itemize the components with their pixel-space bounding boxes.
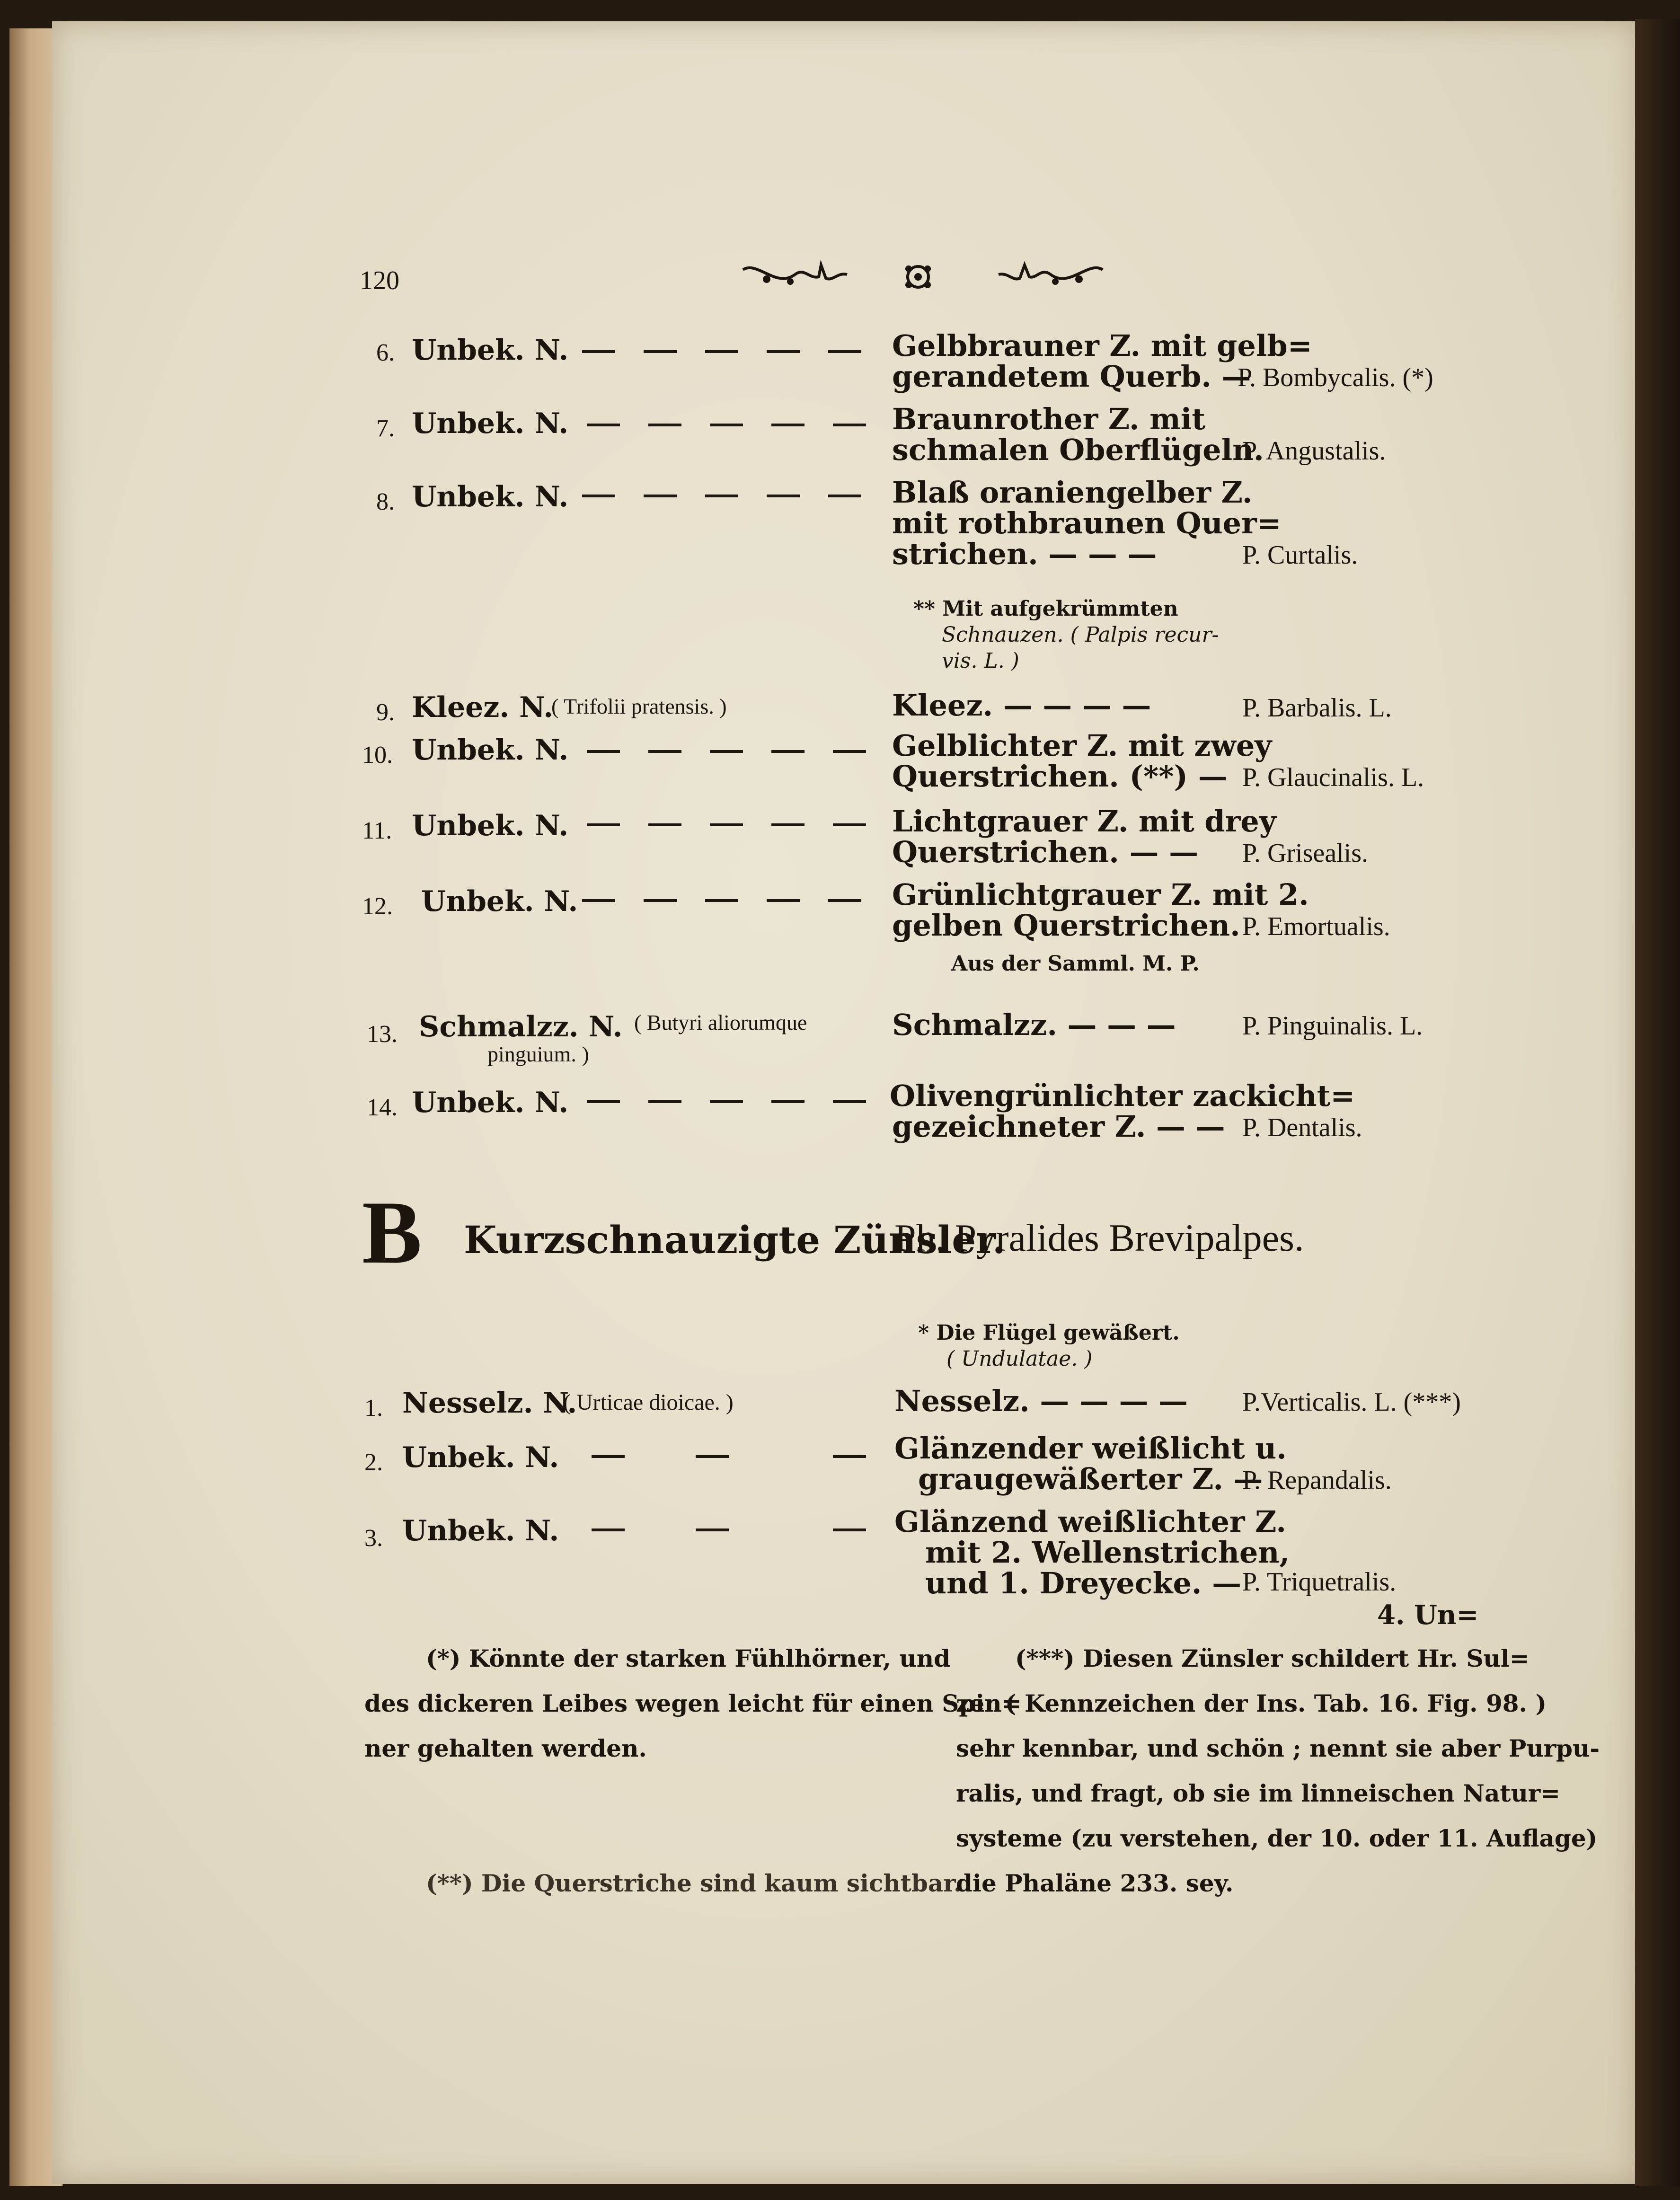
dash	[828, 350, 861, 353]
dash	[648, 1100, 681, 1103]
dash	[710, 750, 743, 753]
row-8-desc-line3: strichen. — — —	[892, 537, 1157, 571]
dash	[828, 495, 861, 497]
row-10-species: P. Glaucinalis. L.	[1242, 763, 1424, 792]
footnote-1-line3: ner gehalten werden.	[364, 1734, 647, 1762]
subheading-undulatae-line1: * Die Flügel gewäßert.	[918, 1321, 1180, 1345]
dash	[582, 495, 615, 497]
row-7-number: 7.	[376, 415, 395, 442]
dash	[582, 899, 615, 902]
row-12-desc-line1: Grünlichtgrauer Z. mit 2.	[892, 877, 1309, 912]
dash	[587, 823, 620, 826]
dash	[644, 350, 677, 353]
footnote-3-line2: zer ( Kennzeichen der Ins. Tab. 16. Fig. 98. )	[956, 1689, 1547, 1717]
section-title-latin: Ph. Pyralides Brevipalpes.	[894, 1216, 1304, 1259]
row-13-species: P. Pinguinalis. L.	[1242, 1011, 1423, 1041]
b-row-3-desc-line1: Glänzend weißlichter Z.	[894, 1504, 1286, 1539]
row-11-desc-line1: Lichtgrauer Z. mit drey	[892, 804, 1276, 839]
dash	[771, 823, 805, 826]
b-row-1-name: Nesselz. N.	[402, 1387, 577, 1420]
b-row-1-number: 1.	[364, 1395, 383, 1422]
dash	[833, 750, 866, 753]
dash	[648, 424, 681, 426]
row-12-source-note: Aus der Samml. M. P.	[951, 952, 1200, 976]
subheading-palpis-line1: ** Mit aufgekrümmten	[913, 597, 1178, 621]
row-13-latin-line1: ( Butyri aliorumque	[634, 1010, 807, 1034]
row-6-name: Unbek. N.	[412, 334, 569, 367]
row-11-species: P. Grisealis.	[1242, 839, 1368, 868]
dash	[833, 823, 866, 826]
row-11-number: 11.	[362, 817, 392, 844]
dash	[648, 750, 681, 753]
b-row-2-name: Unbek. N.	[402, 1441, 559, 1474]
row-9-latin: ( Trifolii pratensis. )	[551, 694, 727, 718]
dash	[710, 823, 743, 826]
row-10-desc-line1: Gelblichter Z. mit zwey	[892, 728, 1272, 763]
ornament-icon	[738, 256, 1107, 298]
footnote-3-line3: sehr kennbar, und schön ; nennt sie aber Purpu-	[956, 1734, 1600, 1762]
footnote-3-line4: ralis, und fragt, ob sie im linneischen Natur=	[956, 1779, 1561, 1807]
dash	[828, 899, 861, 902]
row-6-desc-line1: Gelbbrauner Z. mit gelb=	[892, 328, 1312, 363]
row-10-desc-line2: Querstrichen. (**) —	[892, 759, 1228, 794]
dash	[710, 424, 743, 426]
row-9-name: Kleez. N.	[412, 691, 554, 724]
row-6-number: 6.	[376, 339, 395, 366]
row-7-name: Unbek. N.	[412, 407, 569, 440]
b-row-1-latin: ( Urticae dioicae. )	[563, 1390, 734, 1415]
catchword: 4. Un=	[1377, 1599, 1479, 1631]
row-9-species: P. Barbalis. L.	[1242, 693, 1392, 723]
dash	[644, 899, 677, 902]
row-14-number: 14.	[367, 1094, 398, 1121]
dash	[771, 424, 805, 426]
row-10-number: 10.	[362, 742, 393, 769]
row-13-name: Schmalzz. N.	[419, 1010, 623, 1043]
footnote-3-line1: (***) Diesen Zünsler schildert Hr. Sul=	[1015, 1644, 1530, 1672]
dash	[771, 1100, 805, 1103]
row-8-desc-line2: mit rothbraunen Quer=	[892, 506, 1282, 540]
row-12-name: Unbek. N.	[421, 885, 578, 918]
row-9-number: 9.	[376, 699, 395, 726]
row-13-latin-line2: pinguium. )	[487, 1042, 589, 1066]
row-6-desc-line2: gerandetem Querb. —	[892, 359, 1251, 394]
row-13-desc-line1: Schmalzz. — — —	[892, 1007, 1176, 1042]
dash	[587, 424, 620, 426]
dash	[705, 899, 738, 902]
row-8-name: Unbek. N.	[412, 480, 569, 513]
b-row-3-number: 3.	[364, 1525, 383, 1552]
binding-shadow	[1635, 19, 1680, 2186]
dash	[833, 1529, 866, 1531]
b-row-3-name: Unbek. N.	[402, 1514, 559, 1547]
row-11-name: Unbek. N.	[412, 809, 569, 842]
row-14-species: P. Dentalis.	[1242, 1113, 1362, 1142]
b-row-3-desc-line2: mit 2. Wellenstrichen,	[925, 1535, 1290, 1570]
row-12-number: 12.	[362, 893, 393, 920]
row-9-desc-line1: Kleez. — — — —	[892, 688, 1151, 723]
footnote-3-line6: die Phaläne 233. sey.	[956, 1869, 1234, 1897]
section-title-german: Kurzschnauzigte Zünsler.	[464, 1218, 1006, 1262]
page-number: 120	[360, 266, 399, 295]
b-row-1-species: P.Verticalis. L. (***)	[1242, 1387, 1461, 1417]
dash	[705, 350, 738, 353]
row-12-species: P. Emortualis.	[1242, 912, 1390, 941]
dash	[696, 1455, 729, 1458]
footnote-1-line1: (*) Könnte der starken Fühlhörner, und	[426, 1644, 951, 1672]
dash	[771, 750, 805, 753]
section-letter: B	[362, 1183, 422, 1282]
b-row-2-number: 2.	[364, 1449, 383, 1476]
row-13-number: 13.	[367, 1021, 398, 1048]
b-row-1-desc-line1: Nesselz. — — — —	[894, 1384, 1188, 1418]
row-10-name: Unbek. N.	[412, 733, 569, 767]
dash	[592, 1529, 625, 1531]
dash	[767, 350, 800, 353]
row-12-desc-line2: gelben Querstrichen.	[892, 908, 1240, 943]
dash	[648, 823, 681, 826]
b-row-3-species: P. Triquetralis.	[1242, 1567, 1397, 1597]
dash	[710, 1100, 743, 1103]
row-7-desc-line1: Braunrother Z. mit	[892, 402, 1205, 436]
footnote-2: (**) Die Querstriche sind kaum sichtbar.	[426, 1869, 962, 1897]
row-7-species: P. Angustalis.	[1242, 436, 1386, 466]
row-6-species: P. Bombycalis. (*)	[1238, 363, 1433, 392]
dash	[767, 899, 800, 902]
row-14-desc-line2: gezeichneter Z. — —	[892, 1109, 1225, 1144]
dash	[833, 1455, 866, 1458]
row-14-name: Unbek. N.	[412, 1086, 569, 1119]
dash	[592, 1455, 625, 1458]
b-row-3-desc-line3: und 1. Dreyecke. —	[925, 1566, 1242, 1600]
dash	[587, 1100, 620, 1103]
row-8-species: P. Curtalis.	[1242, 540, 1358, 570]
dash	[705, 495, 738, 497]
row-11-desc-line2: Querstrichen. — —	[892, 835, 1199, 869]
subheading-undulatae-line2: ( Undulatae. )	[946, 1347, 1093, 1371]
dash	[644, 495, 677, 497]
dash	[833, 1100, 866, 1103]
subheading-palpis-line2: Schnauzen. ( Palpis recur-	[942, 623, 1219, 647]
b-row-2-desc-line1: Glänzender weißlicht u.	[894, 1431, 1287, 1466]
dash	[767, 495, 800, 497]
b-row-2-desc-line2: graugewäßerter Z. —	[918, 1462, 1263, 1496]
b-row-2-species: P. Repandalis.	[1242, 1466, 1392, 1495]
row-8-desc-line1: Blaß oraniengelber Z.	[892, 475, 1253, 510]
row-7-desc-line2: schmalen Oberflügeln.	[892, 433, 1264, 467]
footnote-1-line2: des dickeren Leibes wegen leicht für einen Spin=	[364, 1689, 1022, 1717]
dash	[582, 350, 615, 353]
dash	[833, 424, 866, 426]
footnote-3-line5: systeme (zu verstehen, der 10. oder 11. Auflage)	[956, 1824, 1598, 1852]
dash	[587, 750, 620, 753]
dash	[696, 1529, 729, 1531]
subheading-palpis-line3: vis. L. )	[942, 649, 1019, 673]
row-14-desc-line1: Olivengrünlichter zackicht=	[890, 1078, 1355, 1113]
row-8-number: 8.	[376, 488, 395, 515]
